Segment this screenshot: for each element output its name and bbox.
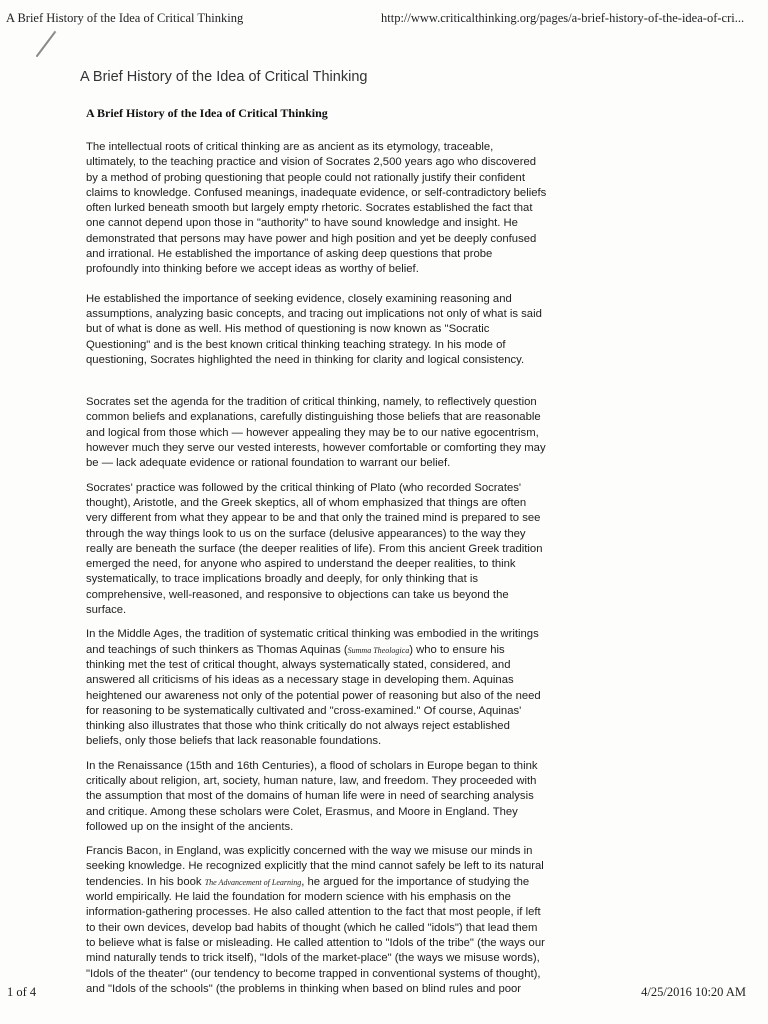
text-line: thinking also illustrates that those who think critically do not always reject established: [86, 720, 510, 733]
text-segment: , he argued for the importance of studying the: [301, 875, 530, 888]
text-line: common beliefs and explanations, carefully distinguishing those beliefs that are reasonable: [86, 411, 541, 424]
page-count: 1 of 4: [7, 985, 37, 999]
text-line: followed up on the insight of the ancients.: [86, 820, 294, 833]
text-line: however much they serve our vested interests, however comfortable or comforting they may: [86, 442, 546, 455]
text-line: seeking knowledge. He recognized explicitly that the mind cannot safely be left to its natural: [86, 860, 544, 873]
text-line: the assumption that most of the domains of human life were in need of searching analysis: [86, 790, 534, 803]
paragraph-renaissance: [86, 759, 556, 835]
text-line: In the Middle Ages, the tradition of systematic critical thinking was embodied in the writings: [86, 628, 539, 641]
book-title-advancement: The Advancement of Learning: [204, 877, 302, 887]
text-line: thought), Aristotle, and the Greek skeptics, all of whom emphasized that things are often: [86, 496, 527, 509]
text-line: thinking met the test of critical thought, always systematically stated, considered, and: [86, 658, 511, 671]
text-line: He established the importance of seeking evidence, closely examining reasoning and: [86, 292, 512, 305]
text-line: Francis Bacon, in England, was explicitly concerned with the way we misuse our minds in: [86, 845, 533, 858]
text-line: demonstrated that persons may have power and high position and yet be deeply confused: [86, 232, 537, 245]
text-line: In the Renaissance (15th and 16th Centuries), a flood of scholars in Europe began to think: [86, 759, 538, 772]
text-line: [86, 643, 556, 658]
text-line: [86, 875, 556, 890]
text-line: Socrates' practice was followed by the critical thinking of Plato (who recorded Socrates': [86, 481, 522, 494]
text-line: and irrational. He established the importance of asking deep questions that probe: [86, 248, 493, 261]
text-line: be — lack adequate evidence or rational foundation to warrant our belief.: [86, 457, 451, 470]
text-segment: and teachings of such thinkers as Thomas Aquinas (: [86, 643, 348, 656]
browser-page-title: A Brief History of the Idea of Critical Thinking: [6, 11, 244, 25]
text-line: ultimately, to the teaching practice and vision of Socrates 2,500 years ago who discovered: [86, 156, 537, 169]
text-line: often lurked beneath smooth but largely empty rhetoric. Socrates established the fact that: [86, 202, 533, 215]
book-title-summa: Summa Theologica: [347, 645, 410, 655]
text-line: by a method of probing questioning that people could not rationally justify their confident: [86, 171, 525, 184]
paragraph-francis-bacon: [86, 844, 556, 997]
text-line: really are beneath the surface (the deeper realities of life). From this ancient Greek tradition: [86, 542, 543, 555]
text-line: and logical from those which — however appealing they may be to our native egocentrism,: [86, 426, 539, 439]
site-title: A Brief History of the Idea of Critical Thinking: [80, 69, 368, 85]
text-line: world empirically. He laid the foundation for modern science with his emphasis on the: [86, 891, 511, 904]
text-line: one cannot depend upon those in "authority" to have sound knowledge and insight. He: [86, 217, 518, 230]
text-line: "Idols of the theater" (our tendency to become trapped in conventional systems of thought),: [86, 967, 541, 980]
article-heading: A Brief History of the Idea of Critical Thinking: [86, 106, 328, 120]
text-line: surface.: [86, 604, 127, 617]
text-segment: tendencies. In his book: [86, 875, 205, 888]
page-url: http://www.criticalthinking.org/pages/a-brief-history-of-the-idea-of-cri...: [381, 11, 745, 25]
text-line: for reasoning to be systematically cultivated and "cross-examined." Of course, Aquinas': [86, 704, 522, 717]
text-line: questioning, Socrates highlighted the need in thinking for clarity and logical consistency.: [86, 353, 525, 366]
paragraph-socrates-agenda: [86, 395, 556, 471]
text-line: claims to knowledge. Confused meanings, inadequate evidence, or self-contradictory beliefs: [86, 186, 547, 199]
text-line: answered all criticisms of his ideas as a necessary stage in developing them. Aquinas: [86, 674, 514, 687]
pen-mark-icon: [34, 30, 58, 60]
text-line: mind naturally tends to trick itself), "Idols of the market-place" (the ways we misuse words),: [86, 952, 540, 965]
text-line: Socrates set the agenda for the tradition of critical thinking, namely, to reflectively question: [86, 396, 537, 409]
text-line: very different from what they appear to be and that only the trained mind is prepared to see: [86, 512, 541, 525]
text-line: profoundly into thinking before we accept ideas as worthy of belief.: [86, 263, 419, 276]
article-body: [86, 140, 556, 1011]
text-line: beliefs, only those beliefs that lack reasonable foundations.: [86, 735, 382, 748]
paragraph-socrates-roots: [86, 140, 556, 278]
text-line: comprehensive, well-reasoned, and responsive to objections can take us beyond the: [86, 588, 509, 601]
text-line: critically about religion, art, society, human nature, law, and freedom. They proceeded with: [86, 774, 537, 787]
text-line: to believe what is false or misleading. He called attention to "Idols of the tribe" (the ways our: [86, 936, 545, 949]
text-line: assumptions, analyzing basic concepts, and tracing out implications not only of what is said: [86, 307, 542, 320]
paragraph-socratic-questioning: [86, 292, 556, 368]
text-line: The intellectual roots of critical thinking are as ancient as its etymology, traceable,: [86, 141, 494, 153]
text-segment: ) who to ensure his: [409, 643, 505, 656]
text-line: systematically, to trace implications broadly and deeply, for only thinking that is: [86, 573, 479, 586]
text-line: and "Idols of the schools" (the problems in thinking when based on blind rules and poor: [86, 982, 522, 995]
text-line: emerged the need, for anyone who aspired to understand the deeper realities, to think: [86, 558, 516, 571]
print-timestamp: 4/25/2016 10:20 AM: [641, 985, 746, 999]
text-line: but of what is done as well. His method of questioning is now known as "Socratic: [86, 323, 490, 336]
text-line: and critique. Among these scholars were Colet, Erasmus, and Moore in England. They: [86, 805, 518, 818]
paragraph-middle-ages: [86, 627, 556, 749]
text-line: through the way things look to us on the surface (delusive appearances) to the way they: [86, 527, 526, 540]
text-line: Questioning" and is the best known critical thinking teaching strategy. In his mode of: [86, 338, 506, 351]
text-line: to their own devices, develop bad habits of thought (which he called "idols") that lead them: [86, 921, 538, 934]
text-line: information-gathering processes. He also called attention to the fact that most people, if left: [86, 906, 541, 919]
paragraph-greek-tradition: [86, 481, 556, 619]
text-line: heightened our awareness not only of the potential power of reasoning but also of the need: [86, 689, 541, 702]
